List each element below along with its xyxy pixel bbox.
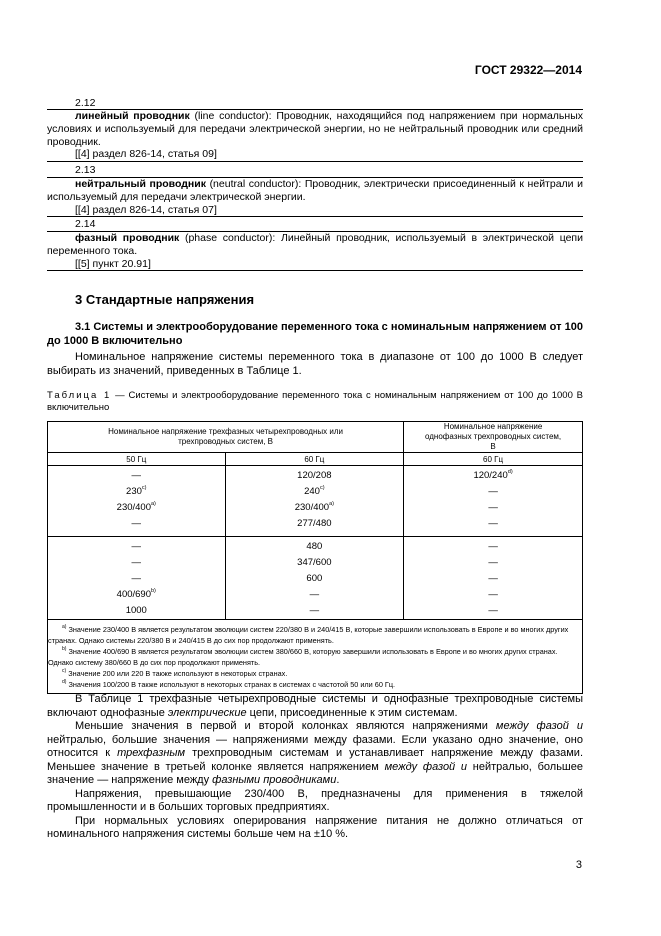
table-value: 230/400$^{a)}$ — [116, 501, 156, 513]
group1-col50 — [48, 466, 226, 537]
group1-single-phase — [404, 466, 583, 537]
table-value: 230/400$^{a)}$ — [294, 501, 334, 513]
table-value: — — [309, 589, 320, 600]
table-value: — — [131, 573, 142, 584]
subheader-60hz: 60 Гц — [404, 453, 583, 466]
term-reference: [[4] раздел 826-14, статья 07] — [75, 203, 217, 216]
paragraph: Меньшие значения в первой и второй колонках являются напряжениями между фазой и нейтралью, большие значения — напряжениями между фазами. Если указано одно значение, оно относится к трехфазным трехпроводным системам и устанавливает напряжение между фазами. Меньшее значение в третьей колонке является напряжением между фазой и нейтралью, большее значение — напряжение между фазными проводниками. — [47, 720, 583, 786]
paragraph: При нормальных условиях оперирования напряжение питания не должно отличаться от номинального напряжения системы больше чем на ±10 %. — [47, 814, 583, 840]
section-title: 3 Стандартные напряжения — [75, 292, 255, 307]
table-value: 240$^{c)}$ — [304, 485, 325, 497]
page-number: 3 — [575, 859, 582, 871]
term-number: 2.12 — [75, 97, 96, 109]
term-translation: (neutral conductor): — [205, 178, 302, 190]
table-notes — [48, 620, 583, 694]
term-definition: Проводник, электрически присоединенный к нейтрали и используемый для передачи электрической энергии. — [47, 178, 583, 203]
table-value: — — [488, 502, 498, 513]
table-value: 120/240$^{d)}$ — [473, 469, 513, 481]
table-value: 1000 — [125, 605, 147, 616]
table-value: — — [488, 605, 498, 616]
term-definition: Проводник, находящийся под напряжением при нормальных условиях и используемый для передачи электрической энергии, но не нейтральный проводник или средний проводник. — [47, 110, 584, 148]
header-three-phase: Номинальное напряжение трехфазных четырехпроводных или трехпроводных систем, В — [48, 422, 404, 453]
table-caption — [47, 390, 583, 414]
voltage-table — [47, 421, 583, 694]
term-translation: (line conductor): — [189, 110, 272, 122]
table-value: — — [488, 573, 498, 584]
table-value: 347/600 — [297, 557, 332, 568]
table-value: — — [488, 486, 498, 497]
table-value: — — [488, 589, 498, 600]
table-value: — — [488, 541, 498, 552]
table-value: 480 — [306, 541, 323, 552]
subheader-60hz: 60 Гц — [225, 453, 404, 466]
table-value: 120/208 — [297, 470, 332, 481]
term-name: фазный проводник — [75, 232, 180, 244]
table-note: $^{a)}$ Значение 230/400 В является результатом эволюции систем 220/380 В и 240/415 В, которые завершили использовать в Европе и во многих других странах. Однако системы 220/380 В и 240/415 В до сих пор продолжают применять. — [48, 624, 569, 645]
term-name: нейтральный проводник — [75, 178, 206, 190]
term-number: 2.14 — [75, 218, 96, 230]
table-value: — — [488, 557, 498, 568]
group2-col50 — [48, 537, 226, 620]
paragraph: В Таблице 1 трехфазные четырехпроводные системы и однофазные трехпроводные системы включают однофазные электрические цепи, присоединенные к этим системам. — [47, 693, 583, 719]
table-value: — — [131, 518, 142, 529]
table-value: — — [488, 518, 498, 529]
paragraph: Напряжения, превышающие 230/400 В, предназначены для применения в тяжелой промышленности и в больших торговых предприятиях. — [47, 787, 583, 813]
table-note: $^{c)}$ Значение 200 или 220 В также используют в некоторых странах. — [62, 668, 288, 678]
term-number: 2.13 — [75, 164, 96, 176]
table-value: 277/480 — [297, 518, 332, 529]
group2-single-phase — [404, 537, 583, 620]
body-text — [47, 693, 583, 842]
standard-number: ГОСТ 29322—2014 — [474, 63, 582, 77]
table-note: $^{d)}$ Значения 100/200 В также используют в некоторых странах в системах с частотой 50 или 60 Гц. — [62, 679, 396, 689]
term-translation: (phase conductor): — [179, 232, 276, 244]
term-definition: Линейный проводник, используемый в электрической цепи переменного тока. — [47, 232, 583, 257]
table-note: $^{b)}$ Значение 400/690 В является результатом эволюции систем 380/660 В, которую завершили использовать в Европе и во многих других странах. Однако систему 380/660 В до сих пор продолжают применять. — [48, 646, 558, 667]
intro-paragraph: Номинальное напряжение системы переменного тока в диапазоне от 100 до 1000 В следует выбирать из значений, приведенных в Таблице 1. — [47, 351, 583, 377]
subsection-title: 3.1 Системы и электрооборудование переменного тока с номинальным напряжением от 100 до 1000 В включительно — [47, 321, 583, 347]
group2-col60 — [225, 537, 404, 620]
table-value: — — [131, 557, 142, 568]
term-name: линейный проводник — [75, 110, 190, 122]
term-block — [47, 177, 583, 217]
table-value: 600 — [306, 573, 323, 584]
term-reference: [[5] пункт 20.91] — [75, 257, 151, 270]
table-label: Таблица 1 — [47, 390, 112, 401]
table-value: 400/690$^{b)}$ — [116, 588, 156, 600]
group1-col60 — [225, 466, 404, 537]
term-block — [47, 231, 583, 271]
table-value: — — [131, 541, 142, 552]
table-caption-text: — Системы и электрооборудование переменного тока с номинальным напряжением от 100 до 1000 В включительно — [47, 390, 583, 413]
subheader-50hz: 50 Гц — [48, 453, 226, 466]
header-single-phase: Номинальное напряжение однофазных трехпроводных систем, В — [404, 422, 583, 453]
table-value: — — [309, 605, 320, 616]
table-value: 230$^{c)}$ — [126, 485, 147, 497]
table-value: — — [131, 470, 142, 481]
term-block — [47, 109, 583, 162]
term-reference: [[4] раздел 826-14, статья 09] — [75, 148, 217, 161]
